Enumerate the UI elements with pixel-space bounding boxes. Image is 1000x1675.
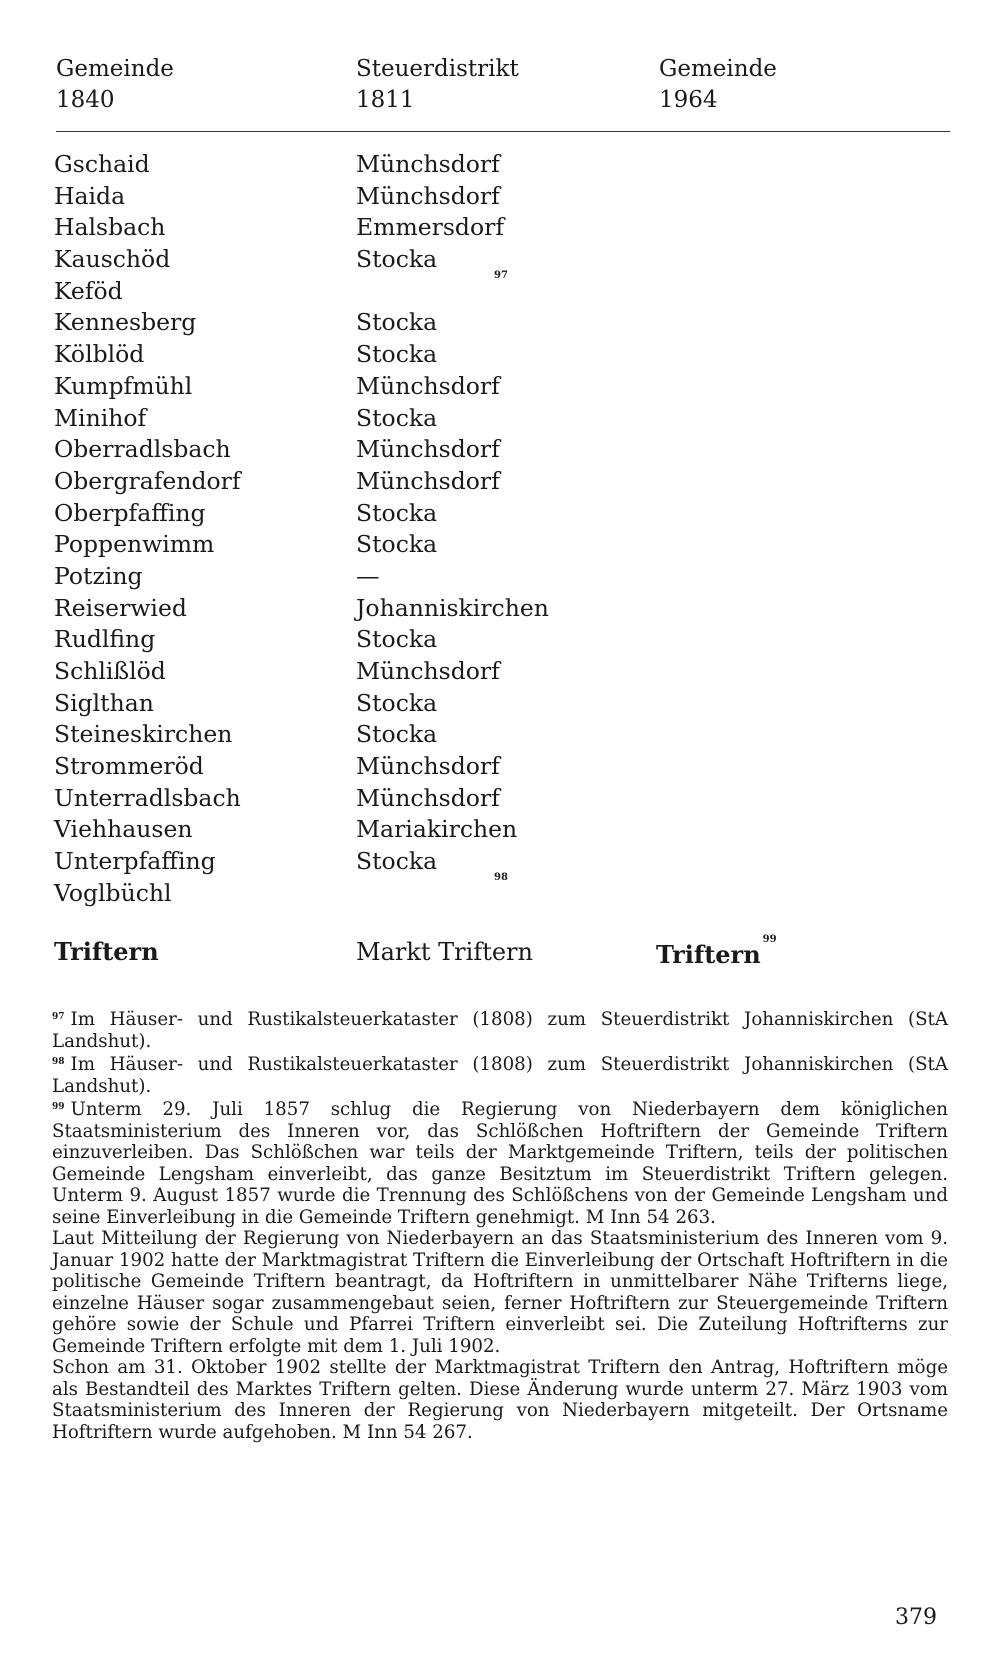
row-name: Oberradlsbach bbox=[54, 435, 231, 464]
table-row bbox=[54, 307, 954, 339]
row-district: Mariakirchen bbox=[356, 815, 518, 844]
row-district: Stocka bbox=[356, 403, 438, 432]
table-row bbox=[54, 688, 954, 720]
footnote-paragraph bbox=[52, 1228, 948, 1357]
header-col-gemeinde-1840 bbox=[56, 54, 174, 116]
row-district: Stocka bbox=[356, 498, 438, 527]
row-district: Münchsdorf bbox=[356, 657, 500, 685]
row-district: Stocka bbox=[356, 308, 438, 337]
row-name: Steineskirchen bbox=[54, 720, 233, 749]
table-row bbox=[54, 371, 954, 403]
row-name: Poppenwimm bbox=[54, 530, 215, 559]
row-district: Stocka bbox=[356, 245, 438, 274]
table-row bbox=[54, 814, 954, 846]
footnote-paragraph bbox=[52, 1097, 948, 1228]
header-title: Gemeinde bbox=[659, 56, 777, 82]
footnote-marker: 99 bbox=[762, 934, 777, 945]
table-row bbox=[54, 529, 954, 561]
row-name: Keföd bbox=[54, 276, 123, 305]
row-district: Münchsdorf bbox=[356, 466, 500, 495]
table-row bbox=[54, 624, 954, 656]
table-body bbox=[54, 149, 954, 910]
table-row bbox=[54, 593, 954, 625]
header-divider bbox=[56, 131, 950, 132]
footnote-marker: 98 bbox=[494, 871, 508, 883]
row-name: Kumpfmühl bbox=[54, 371, 193, 400]
header-title: Gemeinde bbox=[56, 56, 174, 82]
table-row bbox=[54, 871, 954, 910]
footnote-number: 98 bbox=[52, 1057, 65, 1067]
header-year: 1811 bbox=[356, 87, 415, 113]
row-name: Halsbach bbox=[54, 213, 166, 242]
gemeinde-text: Triftern bbox=[656, 940, 761, 969]
header-col-gemeinde-1964 bbox=[659, 54, 777, 116]
table-row bbox=[54, 149, 954, 181]
row-name: Siglthan bbox=[54, 688, 154, 717]
header-col-steuerdistrikt-1811 bbox=[356, 54, 519, 116]
table-row bbox=[54, 656, 954, 688]
row-district: Münchsdorf bbox=[356, 181, 500, 210]
table-row bbox=[54, 783, 954, 815]
table-row bbox=[54, 466, 954, 498]
row-name: Gschaid bbox=[54, 150, 150, 178]
row-district: Johanniskirchen bbox=[356, 593, 549, 622]
row-district: Münchsdorf bbox=[356, 371, 500, 400]
row-name: Kauschöd bbox=[54, 245, 171, 274]
table-row bbox=[54, 434, 954, 466]
footnote-text: Im Häuser- und Rustikalsteuerkataster (1808) zum Steuerdistrikt Johanniskirchen (StA Landshut). bbox=[52, 1054, 948, 1097]
footnote-number: 97 bbox=[52, 1012, 65, 1022]
row-name: Viehhausen bbox=[54, 815, 193, 844]
row-name: Obergrafendorf bbox=[54, 466, 241, 495]
header-year: 1964 bbox=[659, 87, 718, 113]
footnote-paragraph bbox=[52, 1007, 948, 1052]
footnote-text: Im Häuser- und Rustikalsteuerkataster (1808) zum Steuerdistrikt Johanniskirchen (StA Landshut). bbox=[52, 1009, 948, 1052]
footnote-text: Laut Mitteilung der Regierung von Niederbayern an das Staatsministerium des Inneren vom 9. Januar 1902 hatte der Marktmagistrat Triftern die Einverleibung der Ortschaft Hoftriftern in die politische Gemeinde Triftern beantragt, da Hoftriftern in unmittelbarer Nähe Trifterns liege, einzelne Häuser sogar zusammengebaut seien, ferner Hoftriftern zur Steuergemeinde Triftern gehöre sowie der Schule und Pfarrei Triftern einverleibt sei. Die Zuteilung Hoftrifterns zur Gemeinde Triftern erfolgte mit dem 1. Juli 1902. bbox=[52, 1228, 948, 1357]
row-name: Minihof bbox=[54, 403, 147, 432]
table-row bbox=[54, 269, 954, 308]
row-name: Unterradlsbach bbox=[54, 783, 241, 812]
table-row bbox=[54, 403, 954, 435]
row-name: Rudlfing bbox=[54, 625, 156, 654]
row-district: Stocka bbox=[356, 720, 438, 749]
footnote-number: 99 bbox=[52, 1102, 65, 1112]
row-name: Kölblöd bbox=[54, 340, 145, 369]
row-name: Oberpfaffing bbox=[54, 498, 206, 527]
row-name: Unterpfaffing bbox=[54, 847, 216, 876]
row-district: Markt Triftern bbox=[356, 938, 533, 966]
table-row bbox=[54, 181, 954, 213]
table-header bbox=[56, 54, 950, 126]
row-name: Potzing bbox=[54, 561, 143, 590]
footnote-text: Schon am 31. Oktober 1902 stellte der Marktmagistrat Triftern den Antrag, Hoftriftern möge als Bestandteil des Marktes Triftern gelten. Diese Änderung wurde unterm 27. März 1903 vom Staatsministerium des Inneren der Regierung von Niederbayern mitgeteilt. Der Ortsname Hoftriftern wurde aufgehoben. M Inn 54 267. bbox=[52, 1357, 948, 1443]
row-district: Stocka bbox=[356, 847, 438, 876]
row-district: Münchsdorf bbox=[356, 435, 500, 464]
row-district: Stocka bbox=[356, 625, 438, 654]
triftern-row bbox=[54, 935, 954, 969]
table-row bbox=[54, 561, 954, 593]
table-row bbox=[54, 339, 954, 371]
table-row bbox=[54, 498, 954, 530]
row-district: Emmersdorf bbox=[356, 213, 505, 242]
row-district: Stocka bbox=[356, 340, 438, 369]
header-year: 1840 bbox=[56, 87, 115, 113]
row-district: Stocka bbox=[356, 530, 438, 559]
row-name: Voglbüchl bbox=[54, 878, 172, 907]
table-row bbox=[54, 751, 954, 783]
page-number: 379 bbox=[895, 1605, 937, 1630]
row-district: Münchsdorf bbox=[356, 150, 500, 178]
footnote-text: Unterm 29. Juli 1857 schlug die Regierung von Niederbayern dem königlichen Staatsministerium des Inneren vor, das Schlößchen Hoftriftern der Gemeinde Triftern einzuverleiben. Das Schlößchen war teils der Marktgemeinde Triftern, teils der politischen Gemeinde Lengsham einverleibt, das ganze Besitztum im Steuerdistrikt Triftern gelegen. Unterm 9. August 1857 wurde die Trennung des Schlößchens von der Gemeinde Lengsham und seine Einverleibung in die Gemeinde Triftern genehmigt. M Inn 54 263. bbox=[52, 1099, 948, 1228]
row-name: Strommeröd bbox=[54, 752, 204, 781]
header-title: Steuerdistrikt bbox=[356, 56, 519, 82]
row-name: Kennesberg bbox=[54, 308, 197, 337]
row-district: Münchsdorf bbox=[356, 752, 500, 781]
footnotes bbox=[52, 1007, 948, 1443]
footnote-paragraph bbox=[52, 1052, 948, 1097]
table-row bbox=[54, 719, 954, 751]
row-name: Haida bbox=[54, 181, 126, 210]
row-district: Stocka bbox=[356, 688, 438, 717]
row-name: Triftern bbox=[54, 937, 159, 966]
row-district: Münchsdorf bbox=[356, 783, 500, 812]
row-name: Reiserwied bbox=[54, 593, 187, 622]
row-gemeinde-1964 bbox=[656, 935, 777, 972]
row-name: Schlißlöd bbox=[54, 657, 166, 685]
footnote-paragraph bbox=[52, 1357, 948, 1443]
footnote-marker: 97 bbox=[494, 269, 508, 281]
table-row bbox=[54, 212, 954, 244]
row-district: — bbox=[356, 561, 380, 590]
